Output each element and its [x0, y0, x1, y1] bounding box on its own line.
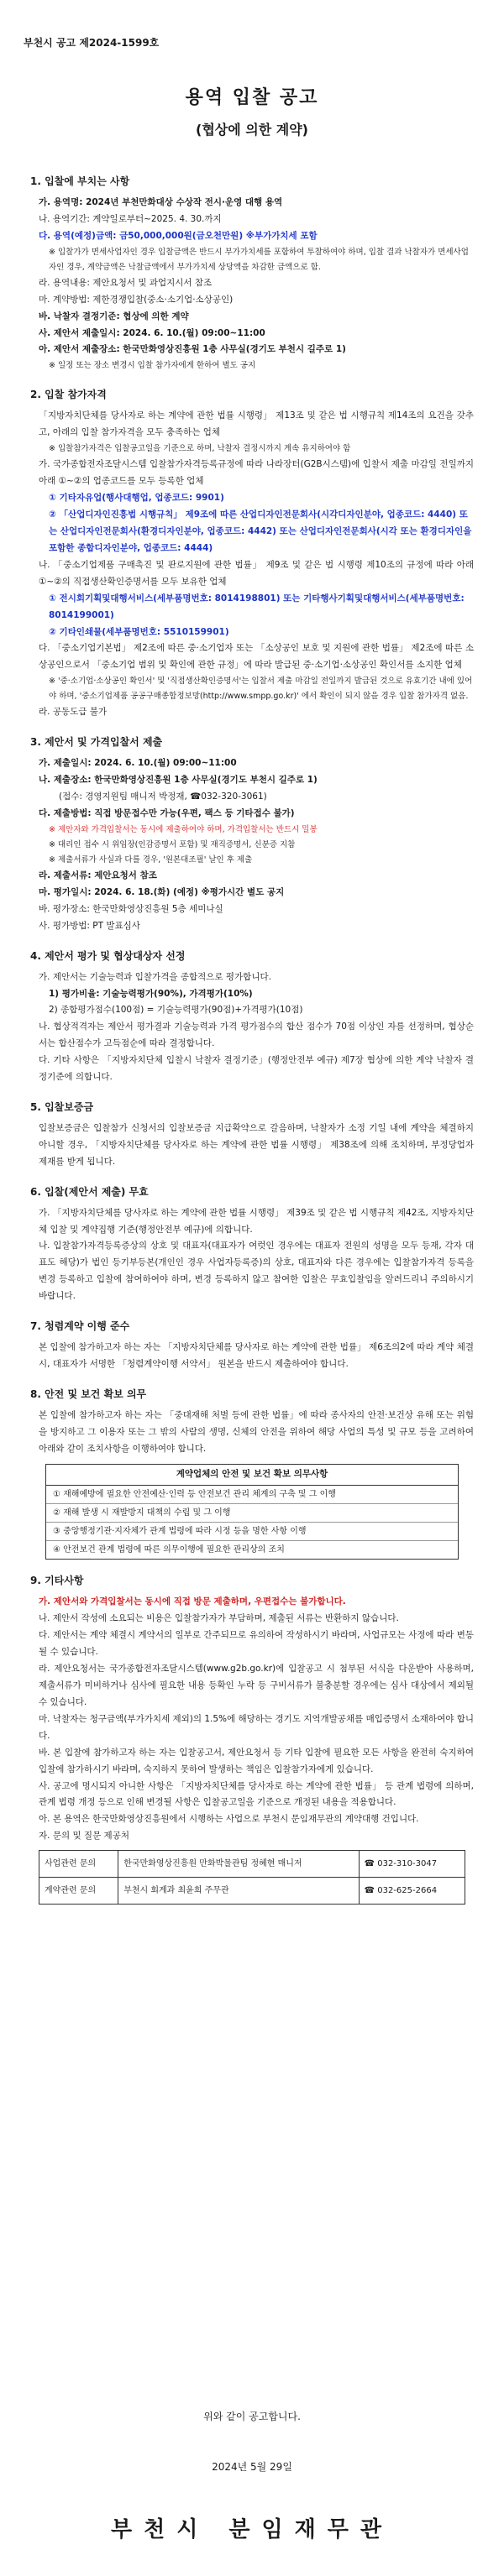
section-title: 1. 입찰에 부치는 사항 [30, 175, 130, 187]
section-evaluation [30, 947, 474, 1086]
evaluation-place: 바. 평가장소: 한국만화영상진흥원 5층 세미나실 [39, 903, 223, 914]
service-content: 라. 용역내용: 제안요청서 및 과업지시서 참조 [39, 277, 213, 288]
page-subtitle: (협상에 의한 계약) [196, 122, 308, 138]
section-invalid-bids [30, 1183, 474, 1305]
negotiation-criteria: 나. 협상적격자는 제안서 평가결과 기술능력과 가격 평가점수의 합산 점수가 70점 이상인 자를 선정하며, 협상순서는 합산점수가 고득점순에 따라 결정합니다. [39, 1022, 474, 1049]
section-bid-items [30, 172, 474, 374]
notice-body [30, 172, 474, 1916]
section-eligibility [30, 385, 474, 721]
other-item-e: 마. 낙찰자는 청구금액(부가가치세 제외)의 1.5%에 해당하는 경기도 지역개발공채를 매입증명서 소재하여야 합니다. [39, 1713, 474, 1741]
evaluation-time: 마. 평가일시: 2024. 6. 18.(화) (예정) ※평가시간 별도 공지 [39, 887, 285, 897]
submission-place: 아. 제안서 제출장소: 한국만화영상진흥원 1층 사무실(경기도 부천시 길주로 1) [39, 344, 346, 355]
submit-note-1: ※ 제안자와 가격입찰서는 동시에 제출하여야 하며, 가격입찰서는 반드시 밀봉 [49, 824, 318, 834]
joint-contract: 라. 공동도급 불가 [39, 707, 108, 718]
safety-duties-box [45, 1464, 459, 1560]
contact-table [39, 1850, 465, 1905]
submit-documents: 라. 제출서류: 제안요청서 참조 [39, 870, 157, 881]
other-item-b: 나. 제안서 작성에 소요되는 비용은 입찰참가자가 부담하며, 제출된 서류는 반환하지 않습니다. [39, 1613, 399, 1624]
award-criteria: 바. 낙찰자 결정기준: 협상에 의한 계약 [39, 311, 189, 321]
table-row [39, 1851, 465, 1878]
service-name: 가. 용역명: 2024년 부천만화대상 수상작 전시·운영 대행 용역 [39, 196, 283, 207]
section-title: 5. 입찰보증금 [30, 1101, 94, 1114]
closing-text: 위와 같이 공고합니다. [203, 2411, 301, 2422]
evaluation-intro: 가. 제안서는 기술능력과 입찰가격을 종합적으로 평가합니다. [39, 971, 271, 982]
safety-text: 본 입찰에 참가하고자 하는 자는 「중대재해 처벌 등에 관한 법률」에 따라 종사자의 안전·보건상 유해 또는 위험을 방지하고 그 이용자 또는 그 밖의 사람의 생명, 신체의 안전을 위하여 해당 사업의 특성 및 규모 등을 고려하여 아래와 같이 조치사항을 이행하여야 합니다. [39, 1409, 474, 1454]
section-submission [30, 733, 474, 934]
other-item-c: 다. 제안서는 계약 체결시 계약서의 일부로 간주되므로 유의하여 작성하시기 바라며, 사업규모는 사정에 따라 변동될 수 있습니다. [39, 1630, 474, 1658]
integrity-text: 본 입찰에 참가하고자 하는 자는 「지방자치단체를 당사자로 하는 계약에 관한 법률」 제6조의2에 따라 계약 체결 시, 대표자가 서명한 「청렴계약이행 서약서」 원본을 반드시 제출하여야 합니다. [39, 1342, 474, 1369]
contact-label: 사업관련 문의 [39, 1851, 118, 1878]
eligibility-code-2: ② 「산업디자인진흥법 시행규칙」 제9조에 따른 산업디자인전문회사(시각디자인분야, 업종코드: 4440) 또는 산업디자인전문회사(환경디자인분야, 업종코드: 4442) 또는 산업디자인전문회사(시각 또는 환경디자인을 포함한 종합디자인분야, 업종코드: 4444) [49, 509, 472, 553]
other-item-f: 바. 본 입찰에 참가하고자 하는 자는 입찰공고서, 제안요청서 등 기타 입찰에 필요한 모든 사항을 완전히 숙지하여 입찰에 참가하시기 바라며, 숙지하지 못하여 발생하는 책임은 입찰참가자에게 있습니다. [39, 1747, 474, 1774]
section-title: 4. 제안서 평가 및 협상대상자 선정 [30, 949, 186, 962]
section-integrity [30, 1317, 474, 1373]
eligibility-code-1: ① 기타자유업(행사대행업, 업종코드: 9901) [49, 493, 224, 504]
other-item-i: 자. 문의 및 질문 제공처 [39, 1831, 129, 1842]
production-cert-2: ② 기타인쇄물(세부품명번호: 5510159901) [49, 626, 229, 637]
contract-method: 마. 계약방법: 제한경쟁입찰(중소·소기업·소상공인) [39, 294, 234, 305]
contact-label: 계약관련 문의 [39, 1878, 118, 1905]
safety-duty: ④ 안전보건 관계 법령에 따른 의무이행에 필요한 관리상의 조치 [53, 1545, 285, 1555]
estimated-amount: 다. 용역(예정)금액: 금50,000,000원(금오천만원) ※부가가치세 포함 [39, 230, 318, 241]
production-cert-1: ① 전시회기획및대행서비스(세부품명번호: 8014198801) 또는 기타행사기획및대행서비스(세부품명번호: 8014199001) [49, 593, 465, 620]
contact-org: 부천시 회계과 최윤희 주무관 [118, 1878, 359, 1905]
eligibility-note: ※ 입찰참가자격은 입찰공고일을 기준으로 하며, 낙찰자 결정시까지 계속 유지하여야 함 [49, 444, 351, 454]
submission-time: 사. 제안서 제출일시: 2024. 6. 10.(월) 09:00~11:00 [39, 327, 265, 338]
service-period: 나. 용역기간: 계약일로부터~2025. 4. 30.까지 [39, 213, 222, 224]
contact-phone: ☎ 032-310-3047 [359, 1851, 465, 1878]
issuer-signature: 부천시 분임재무관 [111, 2517, 393, 2542]
section-title: 2. 입찰 참가자격 [30, 389, 107, 401]
evaluation-ratio: 1) 평가비율: 기술능력평가(90%), 가격평가(10%) [49, 988, 253, 999]
contact-phone: ☎ 032-625-2664 [359, 1878, 465, 1905]
safety-box-title: 계약업체의 안전 및 보건 확보 의무사항 [46, 1465, 458, 1486]
other-criteria: 다. 기타 사항은 「지방자치단체 입찰시 낙찰자 결정기준」(행정안전부 예규) 제7장 협상에 의한 계약 낙찰자 결정기준에 의합니다. [39, 1055, 474, 1083]
eligibility-sme: 다. 「중소기업기본법」 제2조에 따른 중·소기업자 또는 「소상공인 보호 및 지원에 관한 법률」 제2조에 따른 소상공인으로서 「중소기업 범위 및 확인에 관한 규정」에 따라 발급된 중·소기업·소상공인 확인서를 소지한 업체 [39, 643, 474, 671]
eligibility-g2b: 가. 국가종합전자조달시스템 입찰참가자격등록규정에 따라 나라장터(G2B시스템)에 입찰서 제출 마감일 전일까지 아래 ①~②의 업종코드를 모두 등록한 업체 [39, 459, 474, 487]
sme-note: ※ '중·소기업·소상공인 확인서' 및 '직접생산확인증명서'는 입찰서 제출 마감일 전일까지 발급된 것으로 유효기간 내에 있어야 하며, '중소기업제품 공공구매종합정보망(http://www.smpp.go.kr)' 에서 확인이 되지 않을 경우 입찰 참가자격 없음. [49, 677, 473, 702]
safety-duty: ② 재해 발생 시 재발방지 대책의 수립 및 그 이행 [46, 1504, 458, 1523]
other-item-h: 아. 본 용역은 한국만화영상진흥원에서 시행하는 사업으로 부천시 문임재무관의 계약대행 건입니다. [39, 1814, 419, 1825]
submit-place: 나. 제출장소: 한국만화영상진흥원 1층 사무실(경기도 부천시 길주로 1) [39, 775, 318, 786]
submit-note-2: ※ 대리인 접수 시 위임장(인감증명서 포함) 및 재직증명서, 신분증 지참 [49, 839, 296, 849]
section-title: 7. 청렴계약 이행 준수 [30, 1320, 130, 1333]
section-title: 9. 기타사항 [30, 1575, 84, 1587]
invalid-registration: 나. 입찰참가자격등록증상의 상호 및 대표자(대표자가 여럿인 경우에는 대표자 전원의 성명을 모두 등재, 각자 대표도 해당)가 법인 등기부등본(개인인 경우 사업자등록증)의 상호, 대표자와 다른 경우에는 입찰참가자격 등록을 변경 등록하고 입찰에 참여하여야 하며, 변경 등록하지 않고 참여한 입찰은 무효입찰임을 알려드리니 주의하시기 바랍니다. [39, 1241, 474, 1302]
vat-note: ※ 입찰가가 면세사업자인 경우 입찰금액은 반드시 부가가치세를 포함하여 투찰하여야 하며, 입찰 결과 낙찰자가 면세사업자인 경우, 계약금액은 낙찰금액에서 부가가치세 상당액을 차감한 금액으로 함. [49, 247, 469, 272]
other-item-a: 가. 제안서와 가격입찰서는 동시에 직접 방문 제출하며, 우편접수는 불가합니다. [39, 1596, 346, 1607]
change-note: ※ 일정 또는 장소 변경시 입찰 참가자에게 한하여 별도 공지 [49, 361, 256, 371]
section-title: 3. 제안서 및 가격입찰서 제출 [30, 736, 163, 749]
other-item-g: 사. 공고에 명시되지 아니한 사항은 「지방자치단체를 당사자로 하는 계약에 관한 법률」 등 관계 법령에 의하며, 관계 법령 개정 등으로 인해 변경될 사항은 입찰공고일을 기준으로 개정된 내용을 적용합니다. [39, 1780, 474, 1808]
other-item-d: 라. 제안요청서는 국가종합전자조달시스템(www.g2b.go.kr)에 입찰공고 시 첨부된 서식을 다운받아 사용하며, 제출서류가 미비하거나 심사에 필요한 내용 등확인 누락 등 구비서류가 불충분할 경우에는 심사 대상에서 제외될 수 있습니다. [39, 1663, 474, 1707]
submit-contact: (접수: 경영지원팀 매니저 박정재, ☎032-320-3061) [59, 792, 267, 802]
section-safety [30, 1385, 474, 1560]
notice-date: 2024년 5월 29일 [212, 2461, 292, 2473]
section-title: 8. 안전 및 보건 확보 의무 [30, 1387, 147, 1400]
page-title: 용역 입찰 공고 [185, 87, 319, 108]
invalid-rule: 가. 「지방자치단체를 당사자로 하는 계약에 관한 법률 시행령」 제39조 및 같은 법 시행규칙 제42조, 지방자치단체 입찰 및 계약집행 기준(행정안전부 예규)에 의합니다. [39, 1207, 474, 1235]
bid-bond-text: 입찰보증금은 입찰참가 신청서의 입찰보증금 지급확약으로 갈음하며, 낙찰자가 소정 기일 내에 계약을 체결하지 아니할 경우, 「지방자치단체를 당사자로 하는 계약에 관한 법률 시행령」 제38조에 의해 조치하며, 부정당업자 제재를 받게 됩니다. [39, 1122, 474, 1167]
section-other [30, 1571, 474, 1905]
eligibility-intro: 「지방자치단체를 당사자로 하는 계약에 관한 법률 시행령」 제13조 및 같은 법 시행규칙 제14조의 요건을 갖추고, 아래의 입찰 참가자격을 모두 충족하는 업체 [39, 410, 474, 438]
section-title: 6. 입찰(제안서 제출) 무효 [30, 1185, 149, 1198]
safety-duty: ① 재해예방에 필요한 안전예산·인력 등 안전보건 관리 체계의 구축 및 그 이행 [46, 1486, 458, 1504]
eligibility-direct-production: 나. 「중소기업제품 구매촉진 및 판로지원에 관한 법률」 제9조 및 같은 법 시행령 제10조의 규정에 따라 아래 ①~②의 직접생산확인증명서를 모두 보유한 업체 [39, 559, 474, 587]
submit-note-3: ※ 제출서류가 사실과 다를 경우, '원본대조필' 날인 후 제출 [49, 855, 253, 865]
contact-org: 한국만화영상진흥원 만화박물관팀 정혜현 매니저 [118, 1851, 359, 1878]
table-row [39, 1878, 465, 1905]
safety-duty: ③ 중앙행정기관·지자체가 관계 법령에 따라 시정 등을 명한 사항 이행 [46, 1523, 458, 1541]
submit-method: 다. 제출방법: 직접 방문접수만 가능(우편, 팩스 등 기타접수 불가) [39, 807, 295, 818]
evaluation-score: 2) 종합평가점수(100점) = 기술능력평가(90점)+가격평가(10점) [49, 1005, 303, 1016]
submit-time: 가. 제출일시: 2024. 6. 10.(월) 09:00~11:00 [39, 758, 237, 769]
notice-number: 부천시 공고 제2024-1599호 [24, 37, 160, 49]
evaluation-method: 사. 평가방법: PT 발표심사 [39, 920, 140, 931]
section-bid-bond [30, 1098, 474, 1171]
